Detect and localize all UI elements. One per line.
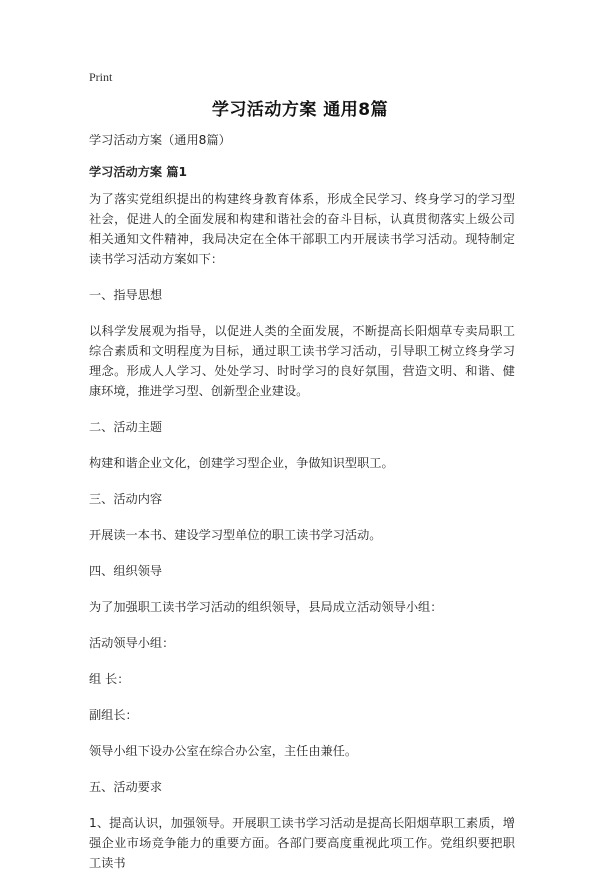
heading-requirements: 五、活动要求 [89,780,163,794]
paragraph-organization: 为了加强职工读书学习活动的组织领导，县局成立活动领导小组： [89,600,443,614]
heading-guiding-thought: 一、指导思想 [89,288,163,302]
paragraph-activity-content: 开展读一本书、建设学习型单位的职工读书学习活动。 [89,528,382,542]
document-body [89,130,515,889]
section-title: 学习活动方案 篇1 [89,165,188,179]
paragraph-activity-theme: 构建和谐企业文化，创建学习型企业，争做知识型职工。 [89,456,394,470]
paragraph-office: 领导小组下设办公室在综合办公室，主任由兼任。 [89,744,358,758]
document-subtitle: 学习活动方案（通用8篇） [89,133,231,147]
paragraph-intro: 为了落实党组织提出的构建终身教育体系，形成全民学习、终身学习的学习型社会，促进人的全面发展和构建和谐社会的奋斗目标，认真贯彻落实上级公司相关通知文件精神，我局决定在全体干部职工内开展读书学习活动。现特制定读书学习活动方案如下： [89,192,515,266]
paragraph-guiding-thought: 以科学发展观为指导，以促进人类的全面发展，不断提高长阳烟草专卖局职工综合素质和文明程度为目标，通过职工读书学习活动，引导职工树立终身学习理念。形成人人学习、处处学习、时时学习的良好氛围，营造文明、和谐、健康环境，推进学习型、创新型企业建设。 [89,324,515,398]
document-title: 学习活动方案 通用8篇 [211,100,389,120]
heading-organization: 四、组织领导 [89,564,163,578]
heading-activity-content: 三、活动内容 [89,492,163,506]
paragraph-group-leader: 组 长： [89,672,130,686]
heading-activity-theme: 二、活动主题 [89,420,163,434]
print-link[interactable]: Print [89,70,113,84]
paragraph-requirement-1: 1、提高认识，加强领导。开展职工读书学习活动是提高长阳烟草职工素质，增强企业市场竞争能力的重要方面。各部门要高度重视此项工作。党组织要把职工读书 [89,816,515,870]
paragraph-deputy-leader: 副组长： [89,708,138,722]
paragraph-leading-group: 活动领导小组： [89,636,175,650]
